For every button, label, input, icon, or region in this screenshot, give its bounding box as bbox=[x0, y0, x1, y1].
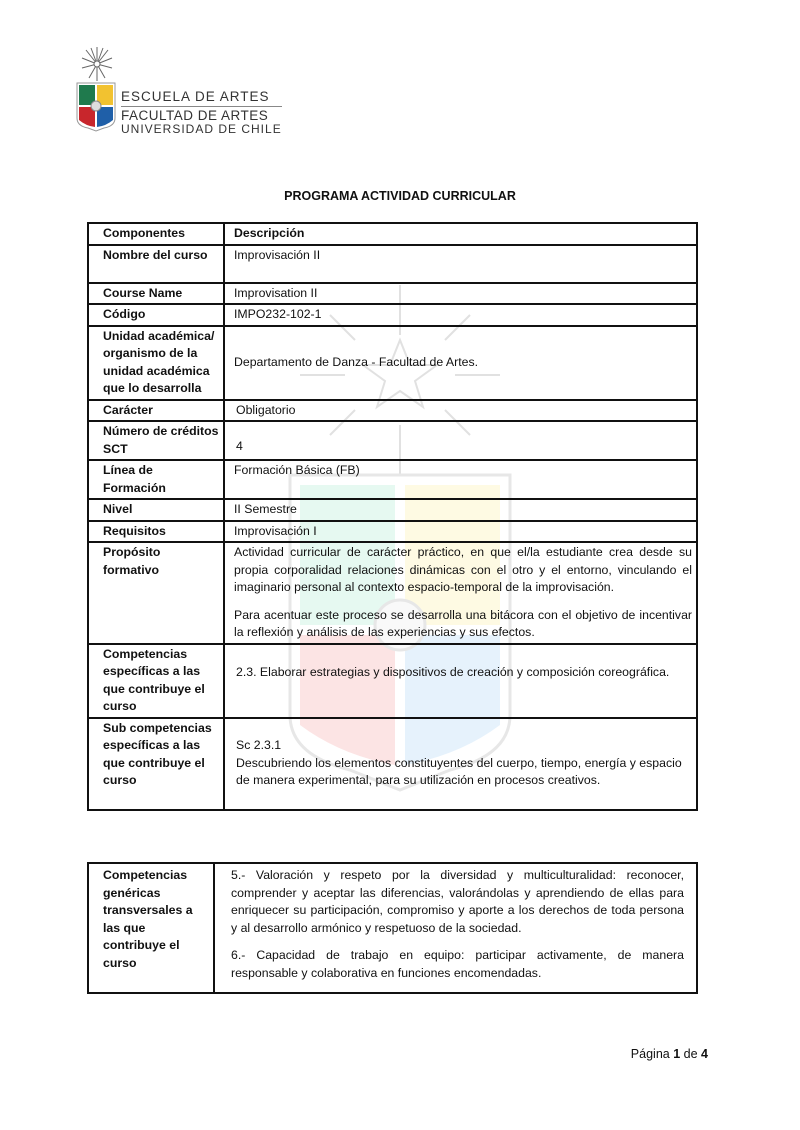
row-value: Improvisación II bbox=[224, 245, 697, 283]
row-label: Course Name bbox=[88, 283, 224, 305]
row-label: Número de créditos SCT bbox=[88, 421, 224, 460]
table-row bbox=[88, 644, 697, 718]
row-value: II Semestre bbox=[224, 499, 697, 521]
row-label: Línea de Formación bbox=[88, 460, 224, 499]
row-label: Sub competencias específicas a las que contribuye el curso bbox=[88, 718, 224, 810]
row-value bbox=[224, 542, 697, 644]
university-logo bbox=[76, 46, 316, 136]
sub-competence-text: Descubriendo los elementos constituyentes del cuerpo, tiempo, energía y espacio de manera experimental, para su utilización en procesos creativos. bbox=[236, 755, 682, 788]
row-value: 2.3. Elaborar estrategias y dispositivos de creación y composición coreográfica. bbox=[224, 644, 697, 718]
table-row bbox=[88, 400, 697, 422]
table-row bbox=[88, 521, 697, 543]
logo-line-escuela: ESCUELA DE ARTES bbox=[121, 90, 282, 107]
purpose-paragraph-1: Actividad curricular de carácter práctico, en que el/la estudiante crea desde su propia corporalidad relaciones dinámicas con el otro y el entorno, vinculando el imaginario personal al contexto espacio-temporal de la improvisación. bbox=[234, 545, 692, 594]
row-value bbox=[214, 863, 697, 993]
row-label: Requisitos bbox=[88, 521, 224, 543]
table-row bbox=[88, 460, 697, 499]
row-value: IMPO232-102-1 bbox=[224, 304, 697, 326]
current-page: 1 bbox=[673, 1047, 681, 1061]
row-label: Propósito formativo bbox=[88, 542, 224, 644]
university-shield-icon bbox=[76, 82, 116, 132]
row-label: Unidad académica/ organismo de la unidad académica que lo desarrolla bbox=[88, 326, 224, 400]
generic-competences-table bbox=[87, 862, 698, 994]
row-label: Competencias específicas a las que contribuye el curso bbox=[88, 644, 224, 718]
total-pages: 4 bbox=[701, 1047, 708, 1061]
row-label: Carácter bbox=[88, 400, 224, 422]
logo-line-facultad: FACULTAD DE ARTES bbox=[121, 107, 269, 123]
row-value: 4 bbox=[224, 421, 697, 460]
table-row bbox=[88, 245, 697, 283]
logo-line-universidad: UNIVERSIDAD DE CHILE bbox=[121, 122, 282, 136]
table-row bbox=[88, 283, 697, 305]
row-label: Código bbox=[88, 304, 224, 326]
document-title: PROGRAMA ACTIVIDAD CURRICULAR bbox=[284, 189, 516, 203]
row-value: Formación Básica (FB) bbox=[224, 460, 697, 499]
row-label: Nombre del curso bbox=[88, 245, 224, 283]
page-number bbox=[631, 1047, 708, 1061]
row-label: Nivel bbox=[88, 499, 224, 521]
row-value bbox=[224, 718, 697, 810]
row-value: Improvisación I bbox=[224, 521, 697, 543]
competence-5: 5.- Valoración y respeto por la diversidad y multiculturalidad: reconocer, comprender y aceptar las diferencias, valorándolas y aprendiendo de ellas para enriquecer su participación, compromiso y aporte a los derechos de toda persona y al desarrollo armónico y respetuoso de la sociedad. bbox=[231, 868, 684, 935]
table-header-row bbox=[88, 223, 697, 245]
header-descripcion: Descripción bbox=[224, 223, 697, 245]
purpose-paragraph-2: Para acentuar este proceso se desarrolla una bitácora con el objetivo de incentivar la reflexión y análisis de las experiencias y sus efectos. bbox=[234, 607, 692, 639]
table-row bbox=[88, 304, 697, 326]
table-row bbox=[88, 542, 697, 644]
sub-competence-code: Sc 2.3.1 bbox=[236, 738, 282, 753]
table-row bbox=[88, 863, 697, 993]
row-value: Departamento de Danza - Facultad de Artes. bbox=[224, 326, 697, 400]
table-row bbox=[88, 718, 697, 810]
row-value: Improvisation II bbox=[224, 283, 697, 305]
competence-6: 6.- Capacidad de trabajo en equipo: participar activamente, de manera responsable y colaborativa en funciones encomendadas. bbox=[231, 948, 684, 980]
table-row bbox=[88, 326, 697, 400]
row-label: Competencias genéricas transversales a las que contribuye el curso bbox=[88, 863, 214, 993]
sun-rays-icon bbox=[81, 46, 113, 82]
table-row bbox=[88, 499, 697, 521]
course-info-table bbox=[87, 222, 698, 811]
header-componentes: Componentes bbox=[88, 223, 224, 245]
of-word: de bbox=[683, 1047, 698, 1061]
table-row bbox=[88, 421, 697, 460]
page-word: Página bbox=[630, 1047, 670, 1061]
row-value: Obligatorio bbox=[224, 400, 697, 422]
